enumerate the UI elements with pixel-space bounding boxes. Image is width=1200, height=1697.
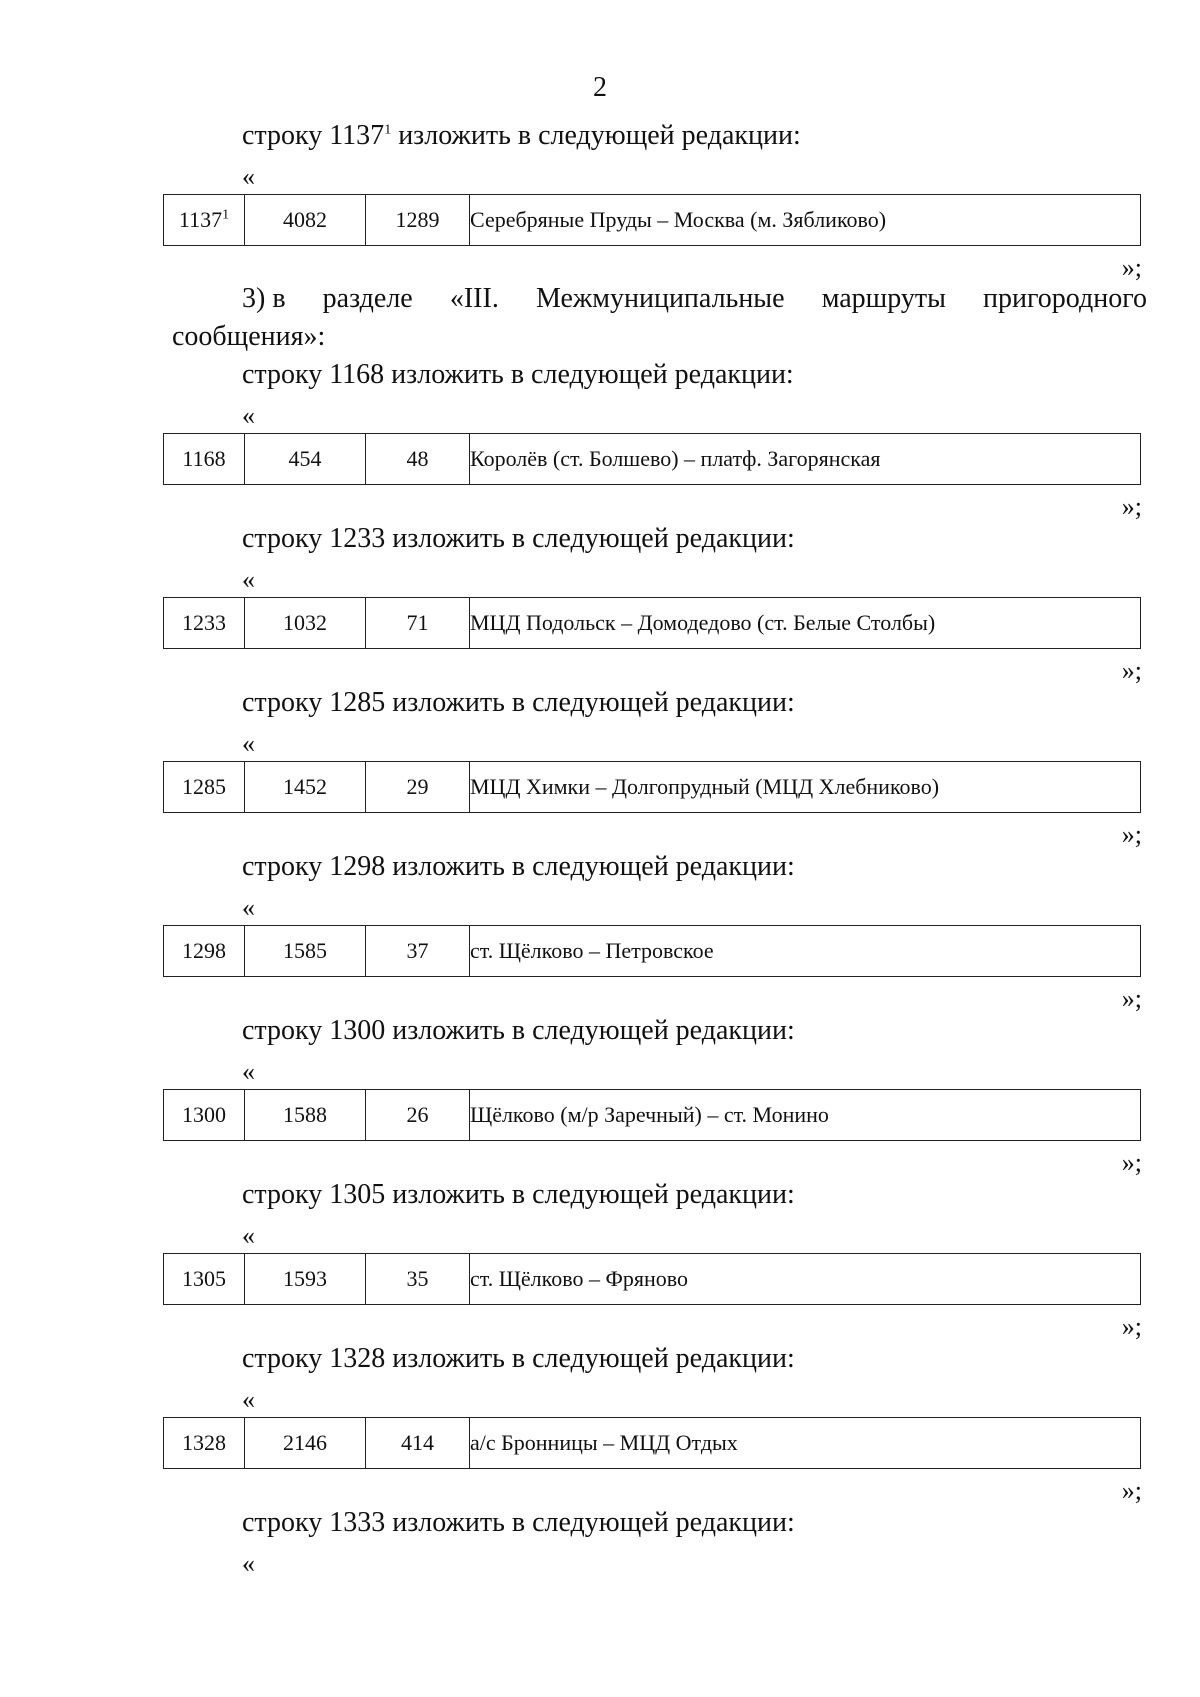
cell-route-name: ст. Щёлково – Фряново — [470, 1254, 1141, 1305]
open-quote: « — [242, 1385, 255, 1414]
paragraph-intro: строку 1285 изложить в следующей редакции: — [242, 687, 795, 718]
cell-code: 1588 — [245, 1090, 366, 1141]
cell-reg-number: 414 — [366, 1418, 470, 1469]
table-row — [163, 597, 1141, 649]
open-quote: « — [242, 401, 255, 430]
cell-code: 1593 — [245, 1254, 366, 1305]
section-word: 3) в — [242, 283, 286, 314]
cell-number: 1328 — [164, 1418, 245, 1469]
table-row — [163, 1417, 1141, 1469]
intro-superscript: 1 — [384, 122, 392, 138]
cell-code: 1585 — [245, 926, 366, 977]
intro-text: строку 1137 — [242, 120, 385, 151]
cell-number: 1298 — [164, 926, 245, 977]
open-quote: « — [242, 1057, 255, 1086]
cell-route-name: Серебряные Пруды – Москва (м. Зябликово) — [470, 195, 1141, 246]
paragraph-row-1137 — [242, 120, 801, 152]
table-row — [163, 433, 1141, 485]
cell-code: 1032 — [245, 598, 366, 649]
cell-number: 1285 — [164, 762, 245, 813]
cell-route-name: а/с Бронницы – МЦД Отдых — [470, 1418, 1141, 1469]
table-row — [163, 761, 1141, 813]
open-quote: « — [242, 565, 255, 594]
close-quote: »; — [1121, 1476, 1142, 1505]
page-number: 2 — [593, 72, 607, 103]
paragraph-intro: строку 1168 изложить в следующей редакции: — [242, 359, 794, 390]
section-word: пригородного — [983, 283, 1147, 314]
table-row — [163, 1253, 1141, 1305]
cell-number: 1305 — [164, 1254, 245, 1305]
paragraph-intro: строку 1333 изложить в следующей редакции: — [242, 1507, 795, 1538]
close-quote: »; — [1121, 656, 1142, 685]
cell-route-name: МЦД Подольск – Домодедово (ст. Белые Столбы) — [470, 598, 1141, 649]
paragraph-intro: строку 1233 изложить в следующей редакции: — [242, 523, 795, 554]
close-quote: »; — [1121, 1148, 1142, 1177]
open-quote: « — [242, 1221, 255, 1250]
cell-route-name: Королёв (ст. Болшево) – платф. Загорянская — [470, 434, 1141, 485]
close-quote: »; — [1121, 492, 1142, 521]
open-quote: « — [242, 893, 255, 922]
cell-number: 1300 — [164, 1090, 245, 1141]
cell-reg-number: 29 — [366, 762, 470, 813]
cell-reg-number: 1289 — [366, 195, 470, 246]
cell-reg-number: 37 — [366, 926, 470, 977]
close-quote: »; — [1121, 1312, 1142, 1341]
cell-reg-number: 26 — [366, 1090, 470, 1141]
intro-rest: изложить в следующей редакции: — [391, 120, 801, 151]
cell-route-name: МЦД Химки – Долгопрудный (МЦД Хлебниково) — [470, 762, 1141, 813]
table-row — [163, 925, 1141, 977]
close-quote: »; — [1121, 820, 1142, 849]
cell-code: 1452 — [245, 762, 366, 813]
cell-code: 2146 — [245, 1418, 366, 1469]
section-word: разделе — [322, 283, 413, 314]
cell-reg-number: 71 — [366, 598, 470, 649]
cell-number: 1137$^1$ — [164, 195, 245, 246]
cell-code: 4082 — [245, 195, 366, 246]
section-word: маршруты — [821, 283, 946, 314]
paragraph-intro: строку 1328 изложить в следующей редакции: — [242, 1343, 795, 1374]
cell-route-name: Щёлково (м/р Заречный) – ст. Монино — [470, 1090, 1141, 1141]
close-quote: »; — [1121, 984, 1142, 1013]
cell-number: 1233 — [164, 598, 245, 649]
section-word: «III. — [449, 283, 499, 314]
section-heading-cont: сообщения»: — [172, 321, 326, 352]
table-row — [163, 194, 1141, 246]
section-word: Межмуниципальные — [535, 283, 785, 314]
cell-reg-number: 48 — [366, 434, 470, 485]
section-heading — [242, 283, 1147, 315]
cell-route-name: ст. Щёлково – Петровское — [470, 926, 1141, 977]
cell-number: 1168 — [164, 434, 245, 485]
paragraph-intro: строку 1300 изложить в следующей редакции: — [242, 1015, 795, 1046]
paragraph-intro: строку 1298 изложить в следующей редакции: — [242, 851, 795, 882]
open-quote: « — [242, 729, 255, 758]
open-quote: « — [242, 1549, 255, 1578]
table-row — [163, 1089, 1141, 1141]
paragraph-intro: строку 1305 изложить в следующей редакции: — [242, 1179, 795, 1210]
cell-reg-number: 35 — [366, 1254, 470, 1305]
close-quote: »; — [1121, 253, 1142, 282]
open-quote: « — [242, 162, 255, 191]
cell-code: 454 — [245, 434, 366, 485]
